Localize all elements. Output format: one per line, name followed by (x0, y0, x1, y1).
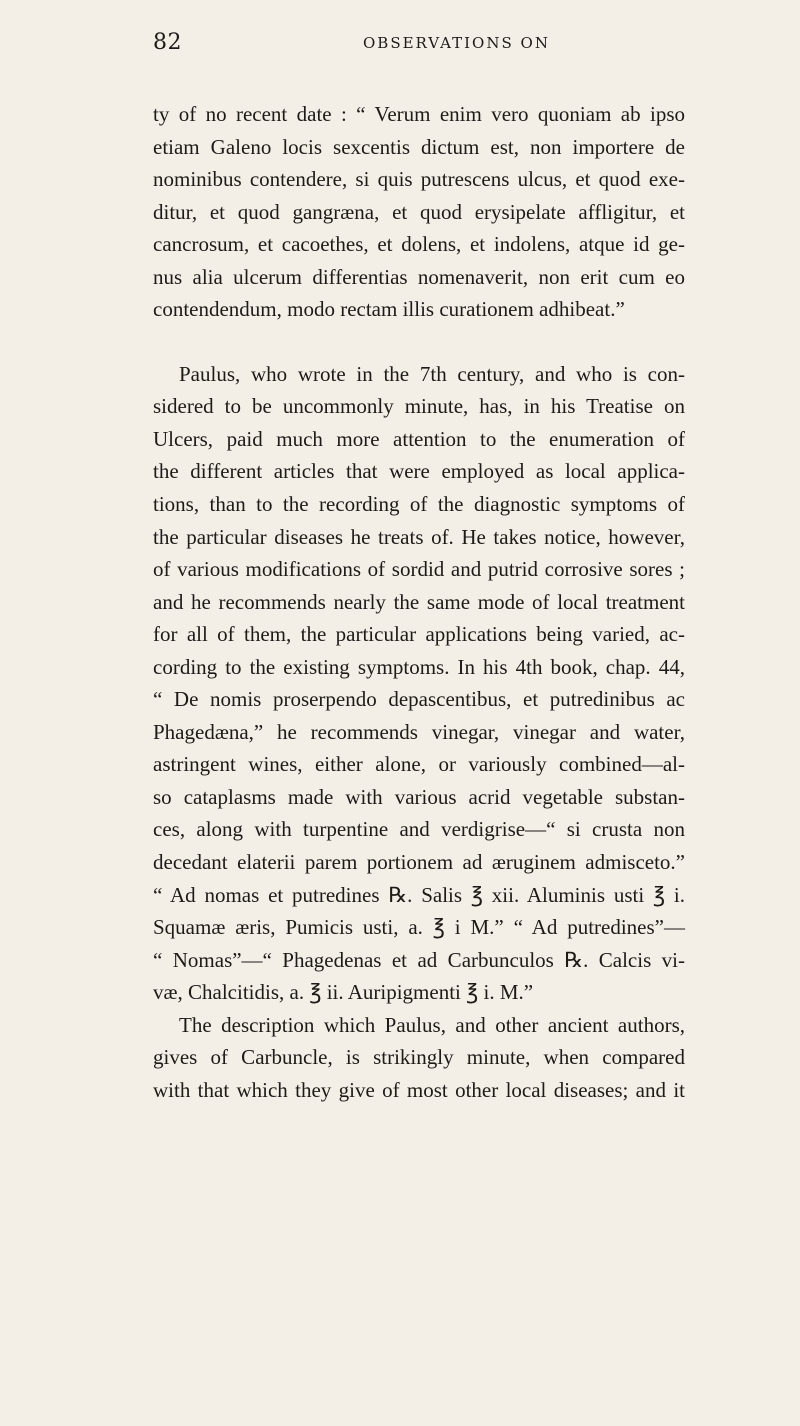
text-line: Ulcers, paid much more attention to the enumeration of (153, 426, 685, 451)
paragraph-latin-quote (153, 98, 685, 326)
text-line: gives of Carbuncle, is strikingly minute, when compared (153, 1045, 685, 1070)
text-line: for all of them, the particular applications being varied, ac- (153, 622, 685, 647)
text-line: nominibus contendere, si quis putrescens ulcus, et quod exe- (153, 167, 685, 192)
body-text (153, 98, 685, 1106)
text-line: so cataplasms made with various acrid vegetable substan- (153, 784, 685, 809)
text-line: cording to the existing symptoms. In his 4th book, chap. 44, (153, 654, 685, 679)
text-line: etiam Galeno locis sexcentis dictum est, non importere de (153, 134, 685, 159)
text-line: “ Ad nomas et putredines ℞. Salis ℥ xii. Aluminis usti ℥ i. (153, 882, 685, 907)
text-line: Paulus, who wrote in the 7th century, and who is con- (179, 361, 685, 386)
text-line: ces, along with turpentine and verdigrise—“ si crusta non (153, 817, 685, 842)
text-line: “ De nomis proserpendo depascentibus, et putredinibus ac (153, 687, 685, 712)
text-line: nus alia ulcerum differentias nomenaverit, non erit cum eo (153, 264, 685, 289)
text-line: væ, Chalcitidis, a. ℥ ii. Auripigmenti ℥ i. M.” (153, 980, 534, 1005)
page-header (153, 30, 683, 60)
text-line: of various modifications of sordid and putrid corrosive sores ; (153, 557, 685, 582)
text-line: cancrosum, et cacoethes, et dolens, et indolens, atque id ge- (153, 232, 685, 257)
page-number: 82 (153, 30, 182, 55)
text-line: tions, than to the recording of the diagnostic symptoms of (153, 492, 685, 517)
text-line: contendendum, modo rectam illis curationem adhibeat.” (153, 297, 625, 322)
text-line: ditur, et quod gangræna, et quod erysipelate affligitur, et (153, 199, 685, 224)
text-line: the different articles that were employed as local applica- (153, 459, 685, 484)
text-line: and he recommends nearly the same mode of local treatment (153, 589, 685, 614)
paragraph-carbuncle (153, 1009, 685, 1107)
paragraph-paulus (153, 358, 685, 1009)
text-line: Squamæ æris, Pumicis usti, a. ℥ i M.” “ Ad putredines”— (153, 915, 685, 940)
text-line: Phagedæna,” he recommends vinegar, vinegar and water, (153, 719, 685, 744)
text-line: ty of no recent date : “ Verum enim vero quoniam ab ipso (153, 102, 685, 126)
text-line: “ Nomas”—“ Phagedenas et ad Carbunculos ℞. Calcis vi- (153, 947, 685, 972)
text-line: the particular diseases he treats of. He takes notice, however, (153, 524, 685, 549)
text-line: decedant elaterii parem portionem ad æruginem admisceto.” (153, 850, 685, 875)
running-head: OBSERVATIONS ON (363, 34, 550, 52)
text-line: astringent wines, either alone, or variously combined—al- (153, 752, 685, 777)
text-line: The description which Paulus, and other ancient authors, (179, 1012, 685, 1037)
text-line: with that which they give of most other local diseases; and it (153, 1077, 685, 1102)
text-line: sidered to be uncommonly minute, has, in his Treatise on (153, 394, 685, 419)
